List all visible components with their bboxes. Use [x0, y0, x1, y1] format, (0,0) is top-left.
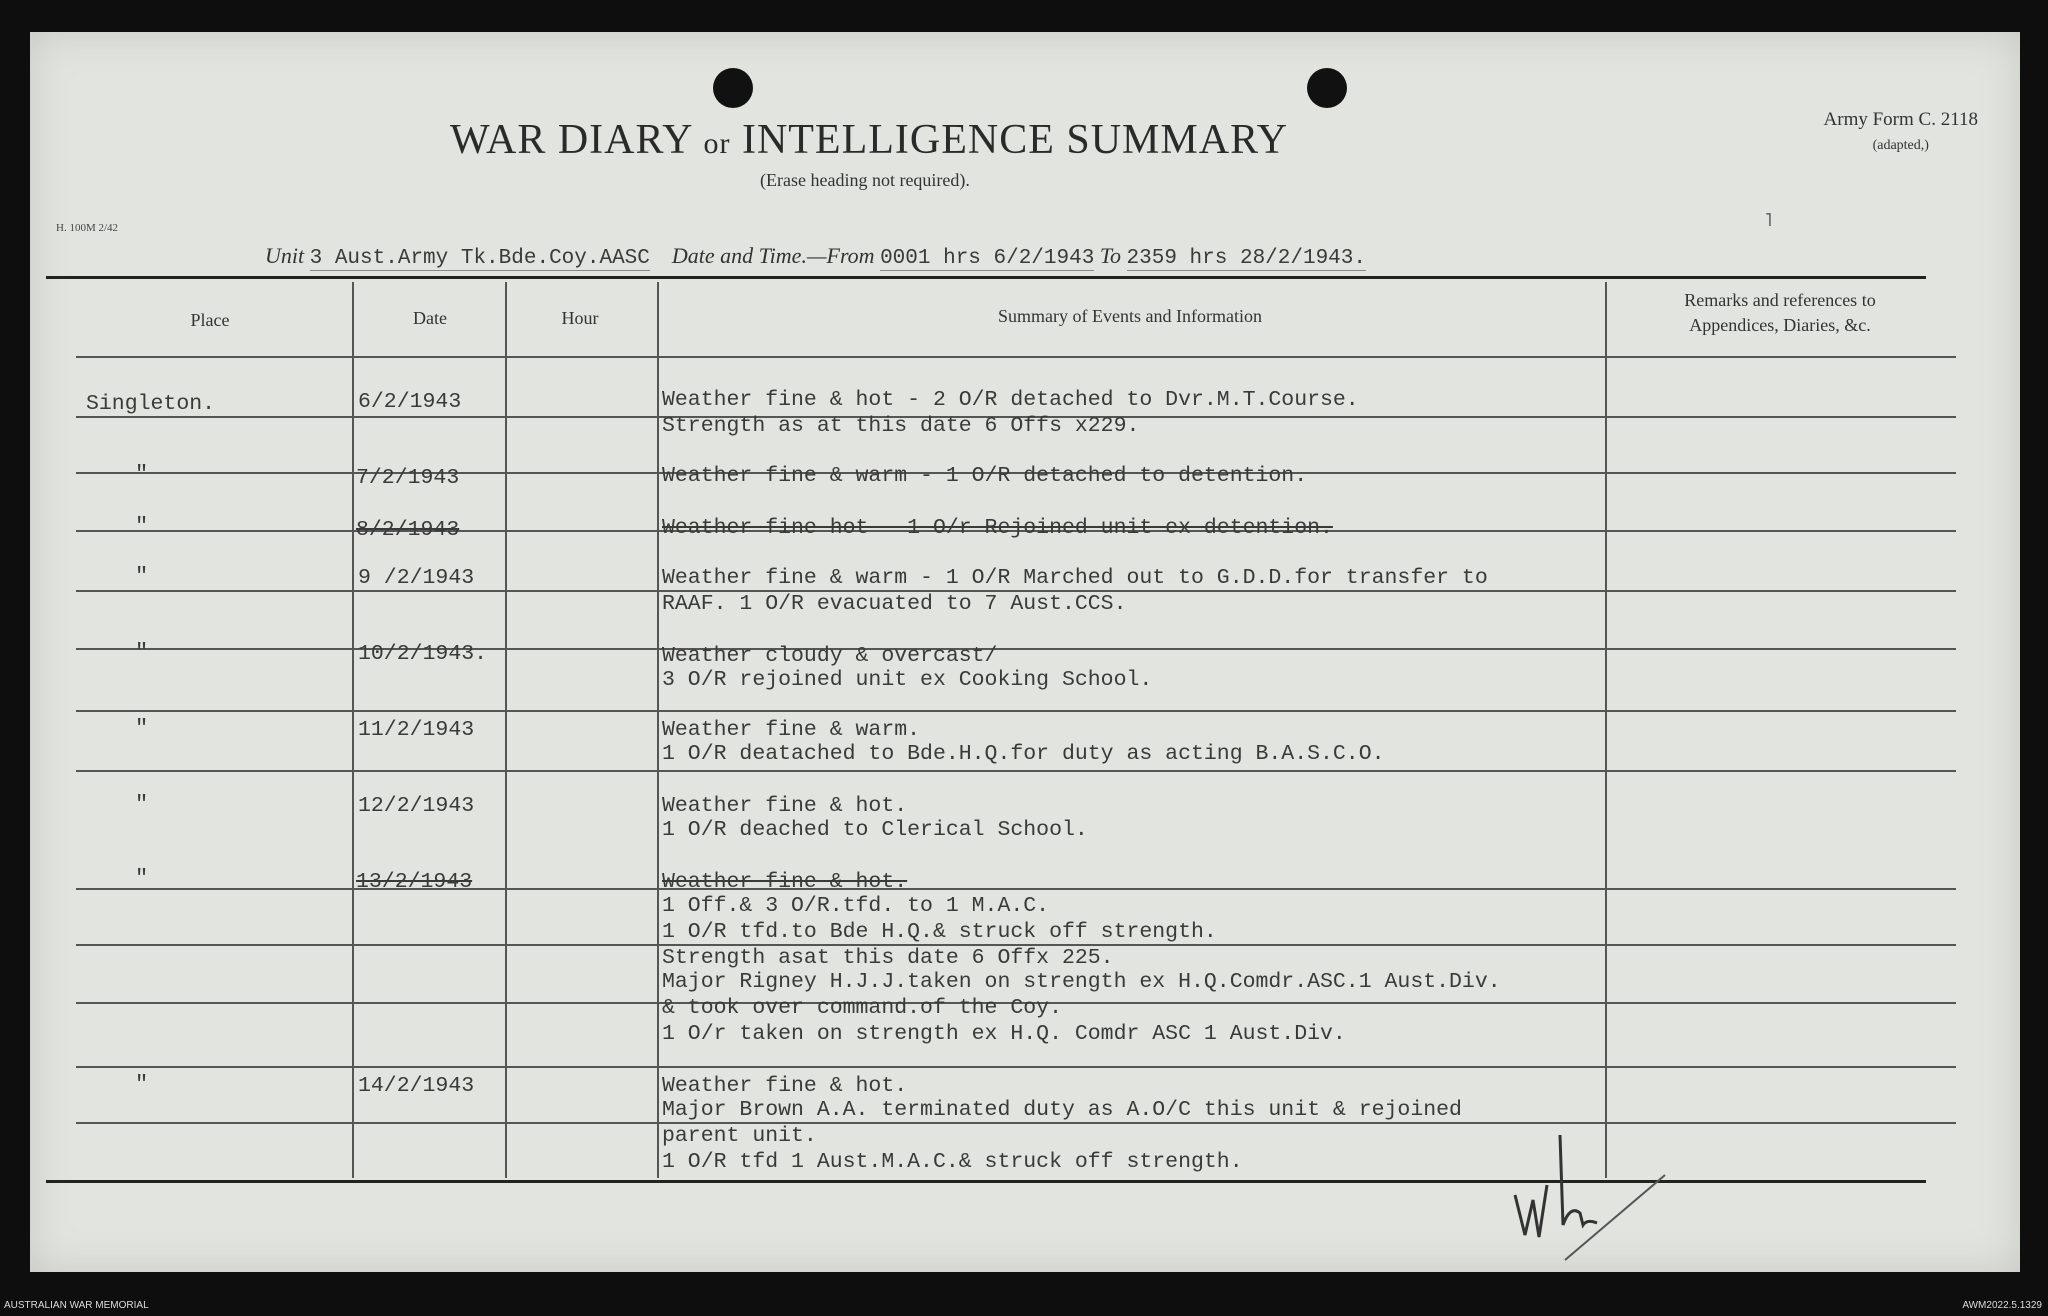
entry-line: parent unit. — [662, 1124, 817, 1148]
ditto-mark: " — [135, 866, 149, 891]
date-to: 2359 hrs 28/2/1943. — [1126, 247, 1366, 270]
header-date: Date — [413, 308, 447, 328]
entry-date: 9 /2/1943 — [358, 566, 475, 590]
ditto-mark: " — [135, 1072, 149, 1097]
entry-line: Major Brown A.A. terminated duty as A.O/C this unit & rejoined — [662, 1098, 1462, 1122]
punch-hole-left — [713, 68, 753, 108]
entry-line: 1 O/R tfd.to Bde H.Q.& struck off strength. — [662, 920, 1217, 944]
print-code: H. 100M 2/42 — [56, 222, 119, 234]
ditto-mark: " — [135, 716, 149, 741]
entry-line: Weather fine & hot. — [662, 870, 908, 894]
entry-line: Weather fine & hot. — [662, 794, 908, 818]
title-war-diary: WAR DIARY — [450, 117, 692, 163]
title-intelligence-summary: INTELLIGENCE SUMMARY — [741, 117, 1289, 163]
date-to-label: To — [1099, 243, 1122, 268]
entry-line: 1 O/R tfd 1 Aust.M.A.C.& struck off strength. — [662, 1150, 1243, 1174]
ditto-mark: " — [135, 792, 149, 817]
entry-line: Weather fine & warm - 1 O/R Marched out to G.D.D.for transfer to — [662, 566, 1488, 590]
entry-date: 13/2/1943 — [356, 870, 473, 894]
punch-hole-right — [1307, 68, 1347, 108]
footer-archive-name: AUSTRALIAN WAR MEMORIAL — [4, 1300, 149, 1311]
date-label: Date and Time.—From — [671, 243, 875, 268]
entry-line: & took over command.of the Coy. — [662, 996, 1062, 1020]
ditto-mark: " — [135, 462, 149, 487]
entry-date: 8/2/1943 — [356, 518, 460, 542]
header-place: Place — [190, 310, 230, 330]
entry-line: Weather fine & hot. — [662, 1074, 908, 1098]
entry-line: 1 O/R deatached to Bde.H.Q.for duty as acting B.A.S.C.O. — [662, 742, 1385, 766]
title-or: or — [703, 127, 731, 160]
entry-line: Major Rigney H.J.J.taken on strength ex H.Q.Comdr.ASC.1 Aust.Div. — [662, 970, 1501, 994]
entry-date: 14/2/1943 — [358, 1074, 475, 1098]
row-rule — [76, 770, 1956, 772]
signature-initials — [1505, 1125, 1675, 1265]
form-number — [1824, 106, 1978, 156]
diary-page — [30, 32, 2020, 1272]
entry-date: 7/2/1943 — [356, 466, 460, 490]
row-rule — [76, 710, 1956, 712]
entry-line: RAAF. 1 O/R evacuated to 7 Aust.CCS. — [662, 592, 1127, 616]
unit-label: Unit — [265, 243, 305, 268]
entry-line: Weather cloudy & overcast/ — [662, 644, 998, 668]
unit-date-line — [265, 243, 1366, 270]
entry-line: Strength as at this date 6 Offs x229. — [662, 414, 1140, 438]
entry-line: Weather fine & hot - 2 O/R detached to Dvr.M.T.Course. — [662, 388, 1359, 412]
entry-line: 1 O/R deached to Clerical School. — [662, 818, 1088, 842]
entry-line: Weather fine & warm. — [662, 718, 921, 742]
entry-line: 1 O/r taken on strength ex H.Q. Comdr ASC 1 Aust.Div. — [662, 1022, 1346, 1046]
ditto-mark: " — [135, 564, 149, 589]
ditto-mark: " — [135, 640, 149, 665]
table-top-rule — [46, 276, 1926, 279]
entry-place: Singleton. — [86, 392, 216, 416]
form-number-text: Army Form C. 2118 — [1823, 109, 1978, 130]
unit-value: 3 Aust.Army Tk.Bde.Coy.AASC — [309, 247, 650, 270]
header-underline — [76, 356, 1956, 358]
row-rule — [76, 1066, 1956, 1068]
entry-line: 3 O/R rejoined unit ex Cooking School. — [662, 668, 1153, 692]
entry-date: 11/2/1943 — [358, 718, 475, 742]
entry-date: 12/2/1943 — [358, 794, 475, 818]
entry-date: 10/2/1943. — [358, 642, 488, 666]
row-rule — [76, 1122, 1956, 1124]
ditto-mark: " — [135, 514, 149, 539]
header-hour: Hour — [561, 308, 599, 328]
entry-line: Strength asat this date 6 Offx 225. — [662, 946, 1114, 970]
date-from: 0001 hrs 6/2/1943 — [880, 247, 1095, 270]
entry-date: 6/2/1943 — [358, 390, 462, 414]
tick-mark: ˥ — [1765, 210, 1772, 230]
entry-line: Weather fine hot - 1 O/r Rejoined unit ex detention. — [662, 516, 1333, 540]
entry-line: Weather fine & warm - 1 O/R detached to detention. — [662, 464, 1308, 488]
form-adapted: (adapted,) — [1872, 137, 1929, 153]
header-remarks: Remarks and references to Appendices, Diaries, &c. — [1684, 290, 1876, 336]
header-summary: Summary of Events and Information — [998, 306, 1262, 326]
page-title — [450, 116, 1288, 164]
page-subtitle: (Erase heading not required). — [760, 170, 970, 190]
footer-archive-ref: AWM2022.5.1329 — [1962, 1300, 2042, 1311]
entry-line: 1 Off.& 3 O/R.tfd. to 1 M.A.C. — [662, 894, 1050, 918]
